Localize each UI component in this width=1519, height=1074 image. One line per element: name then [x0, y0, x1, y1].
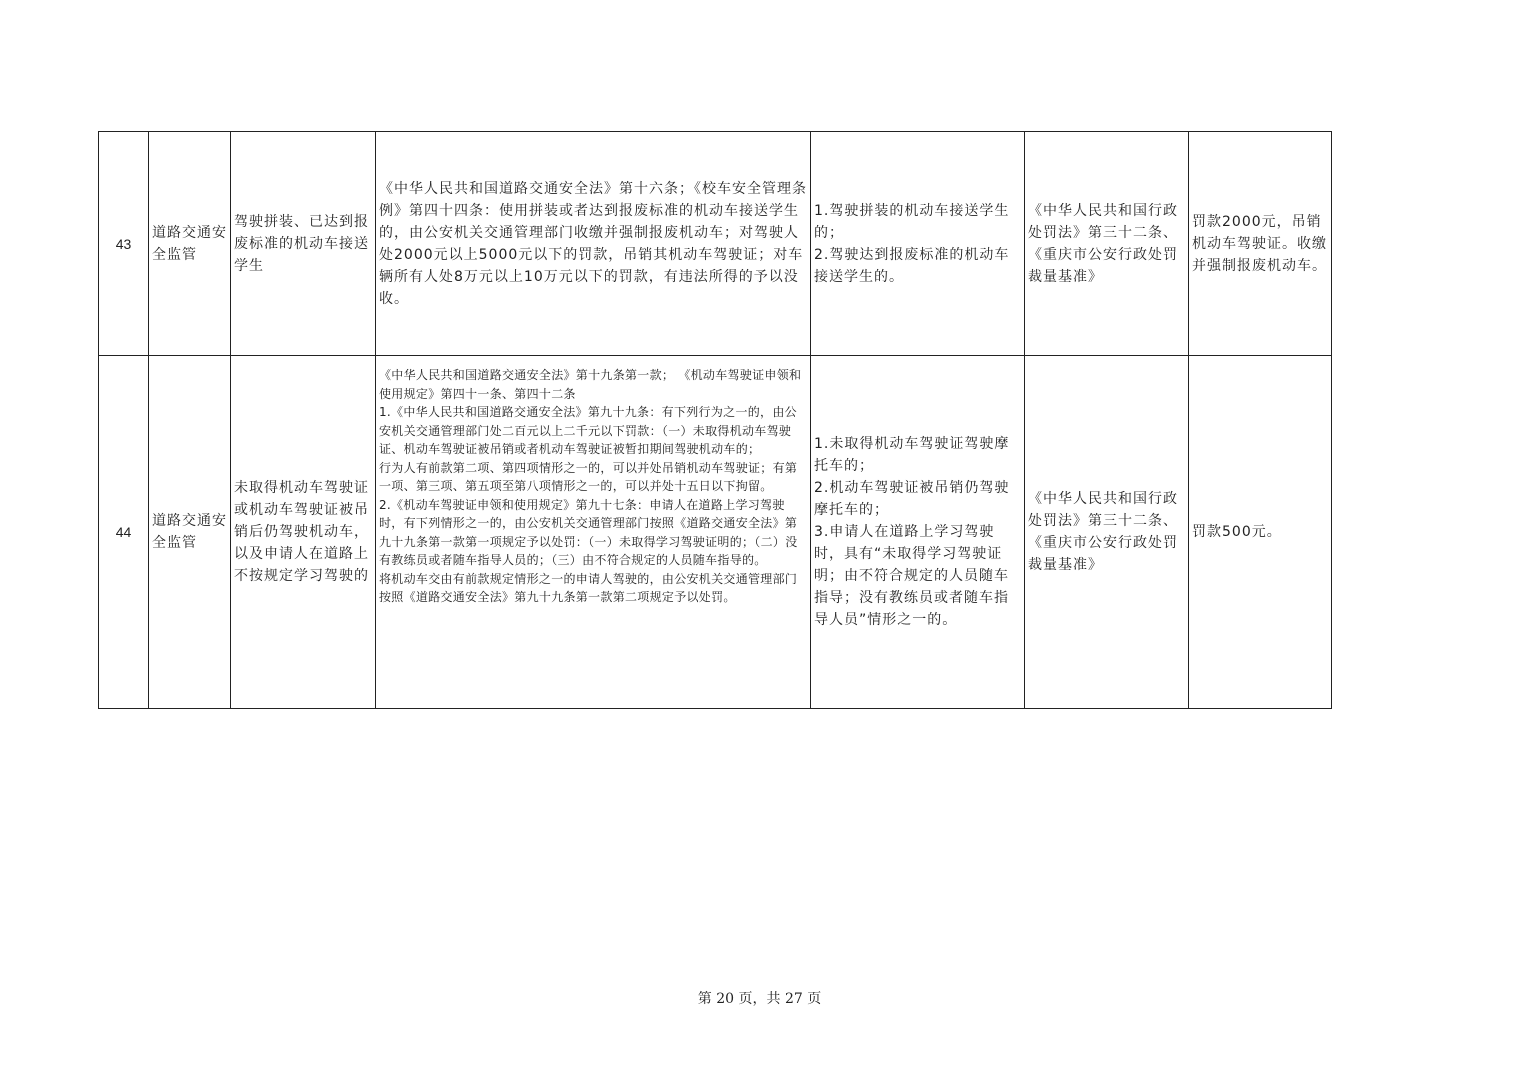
- legal-basis-cell: 《中华人民共和国道路交通安全法》第十六条；《校车安全管理条例》第四十四条：使用拼装或者达到报废标准的机动车接送学生的，由公安机关交通管理部门收缴并强制报废机动车；对驾驶人处2000元以上5000元以下的罚款，吊销其机动车驾驶证；对车辆所有人处8万元以上10万元以下的罚款，有违法所得的予以没收。: [376, 132, 811, 356]
- reference-cell: 《中华人民共和国行政处罚法》第三十二条、《重庆市公安行政处罚裁量基准》: [1025, 132, 1189, 356]
- table-row: [99, 132, 1332, 356]
- reference-cell: 《中华人民共和国行政处罚法》第三十二条、《重庆市公安行政处罚裁量基准》: [1025, 356, 1189, 709]
- legal-basis-cell: 《中华人民共和国道路交通安全法》第十九条第一款； 《机动车驾驶证申领和使用规定》第四十一条、第四十二条 1.《中华人民共和国道路交通安全法》第九十九条：有下列行为之一的，由公安机关交通管理部门处二百元以上二千元以下罚款：（一）未取得机动车驾驶证、机动车驾驶证被吊销或者机动车驾驶证被暂扣期间驾驶机动车的； 行为人有前款第二项、第四项情形之一的，可以并处吊销机动车驾驶证；有第一项、第三项、第五项至第八项情形之一的，可以并处十五日以下拘留。 2.《机动车驾驶证申领和使用规定》第九十七条：申请人在道路上学习驾驶时，有下列情形之一的，由公安机关交通管理部门按照《道路交通安全法》第九十九条第一款第一项规定予以处罚：（一）未取得学习驾驶证明的；（二）没有教练员或者随车指导人员的；（三）由不符合规定的人员随车指导的。 将机动车交由有前款规定情形之一的申请人驾驶的，由公安机关交通管理部门按照《道路交通安全法》第九十九条第一款第二项规定予以处罚。: [376, 356, 811, 709]
- category-cell: 道路交通安全监管: [149, 356, 231, 709]
- circumstances-cell: 1.驾驶拼装的机动车接送学生的； 2.驾驶达到报废标准的机动车接送学生的。: [811, 132, 1025, 356]
- page-footer: 第 20 页，共 27 页: [697, 991, 822, 1007]
- behavior-cell: 未取得机动车驾驶证或机动车驾驶证被吊销后仍驾驶机动车，以及申请人在道路上不按规定学习驾驶的: [231, 356, 376, 709]
- circumstances-cell: 1.未取得机动车驾驶证驾驶摩托车的； 2.机动车驾驶证被吊销仍驾驶摩托车的； 3.申请人在道路上学习驾驶时，具有“未取得学习驾驶证明；由不符合规定的人员随车指导；没有教练员或者随车指导人员”情形之一的。: [811, 356, 1025, 709]
- table-row: [99, 356, 1332, 709]
- penalty-cell: 罚款500元。: [1189, 356, 1332, 709]
- behavior-cell: 驾驶拼装、已达到报废标准的机动车接送学生: [231, 132, 376, 356]
- row-number: 44: [99, 356, 149, 709]
- row-number: 43: [99, 132, 149, 356]
- penalty-cell: 罚款2000元，吊销机动车驾驶证。收缴并强制报废机动车。: [1189, 132, 1332, 356]
- category-cell: 道路交通安全监管: [149, 132, 231, 356]
- penalty-standard-table: [98, 131, 1332, 709]
